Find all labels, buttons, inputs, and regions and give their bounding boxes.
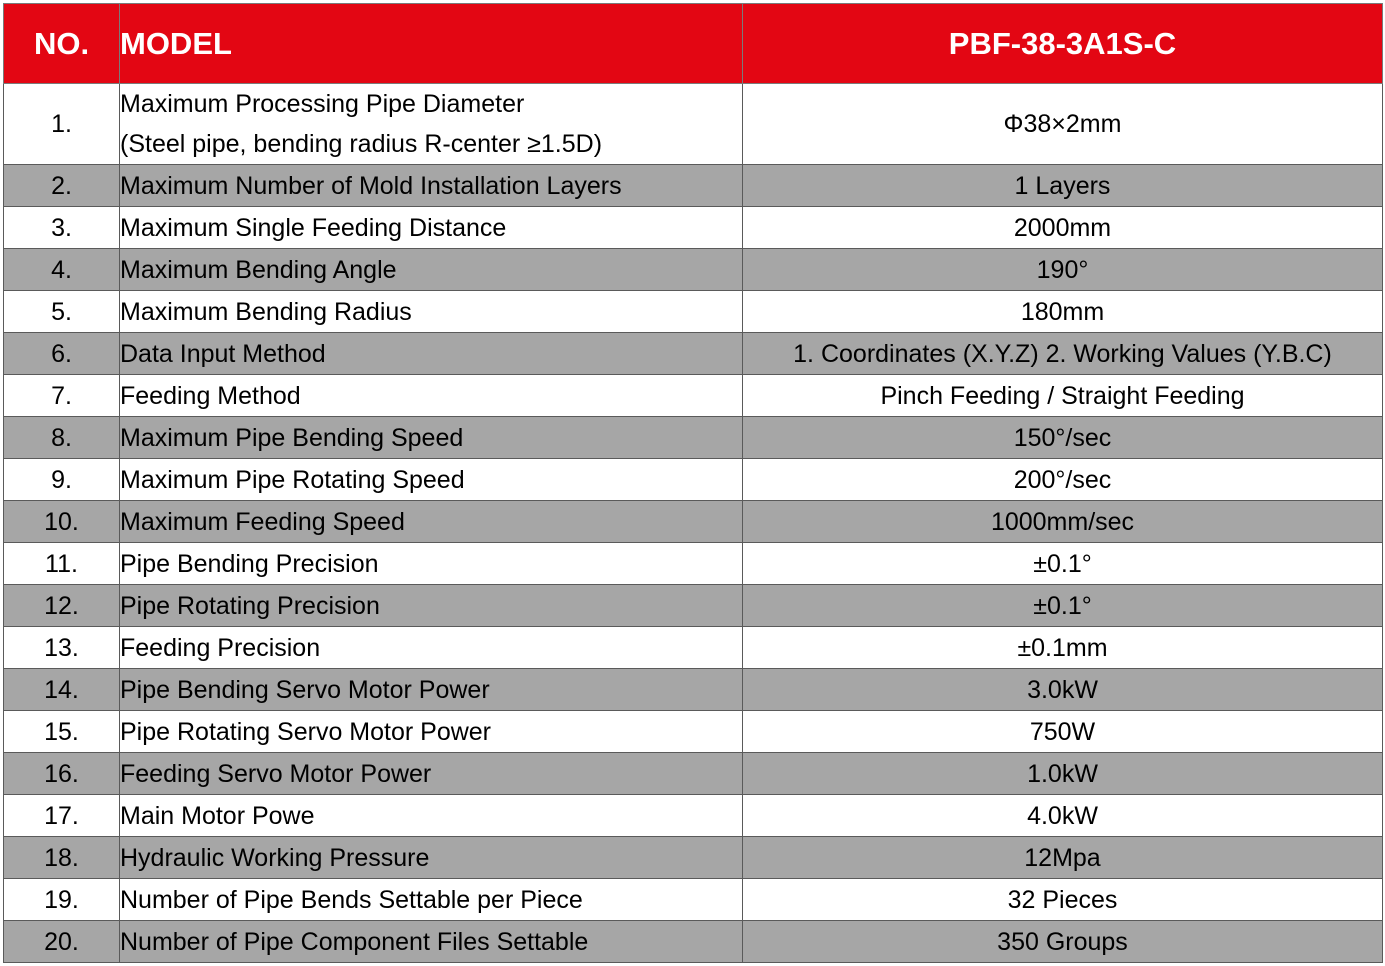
- row-number: 10.: [4, 501, 120, 543]
- table-row: [4, 795, 1383, 837]
- table-row: [4, 711, 1383, 753]
- row-parameter: Feeding Servo Motor Power: [120, 753, 743, 795]
- table-row: [4, 417, 1383, 459]
- table-row: [4, 249, 1383, 291]
- table-row: [4, 879, 1383, 921]
- row-parameter: Maximum Bending Radius: [120, 291, 743, 333]
- header-model: MODEL: [120, 4, 743, 84]
- table-header-row: [4, 4, 1383, 84]
- spec-table: [3, 3, 1383, 963]
- row-parameter: Maximum Number of Mold Installation Layers: [120, 165, 743, 207]
- row-parameter: Pipe Rotating Servo Motor Power: [120, 711, 743, 753]
- row-parameter: Data Input Method: [120, 333, 743, 375]
- table-row: [4, 375, 1383, 417]
- row-parameter: Pipe Rotating Precision: [120, 585, 743, 627]
- row-parameter: Main Motor Powe: [120, 795, 743, 837]
- table-row: [4, 84, 1383, 165]
- row-number: 8.: [4, 417, 120, 459]
- row-number: 13.: [4, 627, 120, 669]
- row-parameter: Maximum Single Feeding Distance: [120, 207, 743, 249]
- row-value: 32 Pieces: [743, 879, 1383, 921]
- row-number: 7.: [4, 375, 120, 417]
- table-row: [4, 921, 1383, 963]
- row-value: 2000mm: [743, 207, 1383, 249]
- header-model-name: PBF-38-3A1S-C: [743, 4, 1383, 84]
- row-number: 3.: [4, 207, 120, 249]
- row-number: 16.: [4, 753, 120, 795]
- row-value: ±0.1mm: [743, 627, 1383, 669]
- row-parameter: Feeding Precision: [120, 627, 743, 669]
- row-value: 750W: [743, 711, 1383, 753]
- row-value: Pinch Feeding / Straight Feeding: [743, 375, 1383, 417]
- row-number: 17.: [4, 795, 120, 837]
- header-no: NO.: [4, 4, 120, 84]
- row-number: 19.: [4, 879, 120, 921]
- row-number: 11.: [4, 543, 120, 585]
- row-value: 200°/sec: [743, 459, 1383, 501]
- row-value: 350 Groups: [743, 921, 1383, 963]
- row-value: 150°/sec: [743, 417, 1383, 459]
- row-value: ±0.1°: [743, 543, 1383, 585]
- row-number: 18.: [4, 837, 120, 879]
- row-value: 180mm: [743, 291, 1383, 333]
- row-number: 4.: [4, 249, 120, 291]
- table-row: [4, 627, 1383, 669]
- table-row: [4, 753, 1383, 795]
- row-number: 15.: [4, 711, 120, 753]
- table-row: [4, 459, 1383, 501]
- row-parameter: Hydraulic Working Pressure: [120, 837, 743, 879]
- row-parameter: Maximum Bending Angle: [120, 249, 743, 291]
- row-value: 1000mm/sec: [743, 501, 1383, 543]
- row-value: 3.0kW: [743, 669, 1383, 711]
- row-parameter: Feeding Method: [120, 375, 743, 417]
- table-row: [4, 333, 1383, 375]
- row-value: ±0.1°: [743, 585, 1383, 627]
- row-value: 4.0kW: [743, 795, 1383, 837]
- row-value: 1. Coordinates (X.Y.Z) 2. Working Values (Y.B.C): [743, 333, 1383, 375]
- table-row: [4, 837, 1383, 879]
- row-number: 6.: [4, 333, 120, 375]
- row-parameter: Number of Pipe Component Files Settable: [120, 921, 743, 963]
- row-value: Φ38×2mm: [743, 84, 1383, 165]
- row-number: 12.: [4, 585, 120, 627]
- table-row: [4, 669, 1383, 711]
- row-number: 1.: [4, 84, 120, 165]
- row-number: 5.: [4, 291, 120, 333]
- table-row: [4, 207, 1383, 249]
- row-parameter: Pipe Bending Precision: [120, 543, 743, 585]
- row-number: 20.: [4, 921, 120, 963]
- table-row: [4, 165, 1383, 207]
- row-number: 14.: [4, 669, 120, 711]
- row-value: 12Mpa: [743, 837, 1383, 879]
- table-row: [4, 501, 1383, 543]
- row-parameter: [120, 84, 743, 165]
- row-parameter-line-2: (Steel pipe, bending radius R-center ≥1.5D): [120, 130, 603, 158]
- row-parameter-line-1: Maximum Processing Pipe Diameter: [120, 90, 525, 118]
- row-value: 1.0kW: [743, 753, 1383, 795]
- row-parameter: Maximum Feeding Speed: [120, 501, 743, 543]
- row-parameter: Number of Pipe Bends Settable per Piece: [120, 879, 743, 921]
- row-parameter: Maximum Pipe Bending Speed: [120, 417, 743, 459]
- table-row: [4, 543, 1383, 585]
- row-number: 2.: [4, 165, 120, 207]
- row-number: 9.: [4, 459, 120, 501]
- table-row: [4, 291, 1383, 333]
- row-value: 190°: [743, 249, 1383, 291]
- row-value: 1 Layers: [743, 165, 1383, 207]
- row-parameter: Maximum Pipe Rotating Speed: [120, 459, 743, 501]
- row-parameter: Pipe Bending Servo Motor Power: [120, 669, 743, 711]
- table-row: [4, 585, 1383, 627]
